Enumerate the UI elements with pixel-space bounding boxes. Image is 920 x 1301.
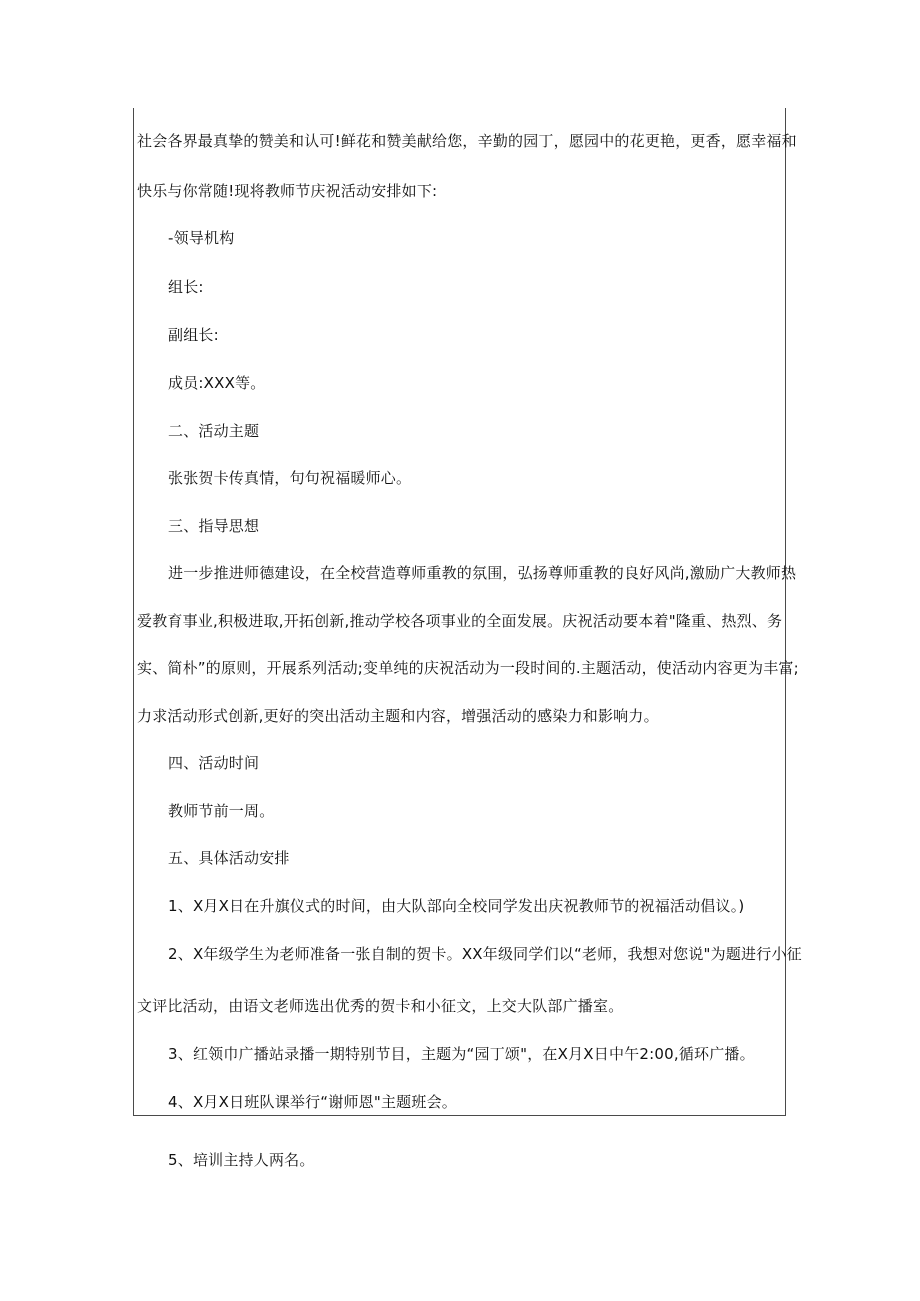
paragraph-line: 张张贺卡传真情，句句祝福暖师心。 [168, 469, 412, 487]
section-heading: 五、具体活动安排 [168, 849, 290, 867]
section-heading: 四、活动时间 [168, 754, 260, 772]
list-item-continuation: 文评比活动，由语文老师选出优秀的贺卡和小征文，上交大队部广播室。 [137, 997, 624, 1015]
list-item: 1、X月X日在升旗仪式的时间，由大队部向全校同学发出庆祝教师节的祝福活动倡议。) [168, 897, 745, 915]
paragraph-line: 爱教育事业,积极进取,开拓创新,推动学校各项事业的全面发展。庆祝活动要本着"隆重、热烈、务 [137, 612, 783, 630]
paragraph-line: 成员:XXX等。 [168, 374, 266, 392]
paragraph-line: 力求活动形式创新,更好的突出活动主题和内容，增强活动的感染力和影响力。 [137, 707, 659, 725]
list-item: 4、X月X日班队课举行“谢师恩"主题班会。 [168, 1093, 457, 1111]
paragraph-line: 快乐与你常随!现将教师节庆祝活动安排如下: [137, 182, 438, 200]
list-item: 3、红领巾广播站录播一期特别节目，主题为“园丁颂"，在X月X日中午2:00,循环广播。 [168, 1045, 755, 1063]
paragraph-line: 进一步推进师德建设，在全校营造尊师重教的氛围，弘扬尊师重教的良好风尚,激励广大教师热 [168, 564, 797, 582]
paragraph-line: 社会各界最真挚的赞美和认可!鲜花和赞美献给您，辛勤的园丁，愿园中的花更艳，更香，愿幸福和 [137, 132, 797, 150]
section-heading: 二、活动主题 [168, 422, 260, 440]
paragraph-line: 组长: [168, 278, 204, 296]
section-heading: -领导机构 [168, 229, 235, 247]
section-heading: 三、指导思想 [168, 517, 260, 535]
paragraph-line: 副组长: [168, 326, 219, 344]
paragraph-line: 实、简朴”的原则，开展系列活动;变单纯的庆祝活动为一段时间的.主题活动，使活动内容更为丰富; [137, 659, 799, 677]
list-item: 5、培训主持人两名。 [168, 1151, 315, 1169]
paragraph-line: 教师节前一周。 [168, 802, 275, 820]
list-item: 2、X年级学生为老师准备一张自制的贺卡。XX年级同学们以“老师，我想对您说"为题进行小征 [168, 945, 802, 963]
